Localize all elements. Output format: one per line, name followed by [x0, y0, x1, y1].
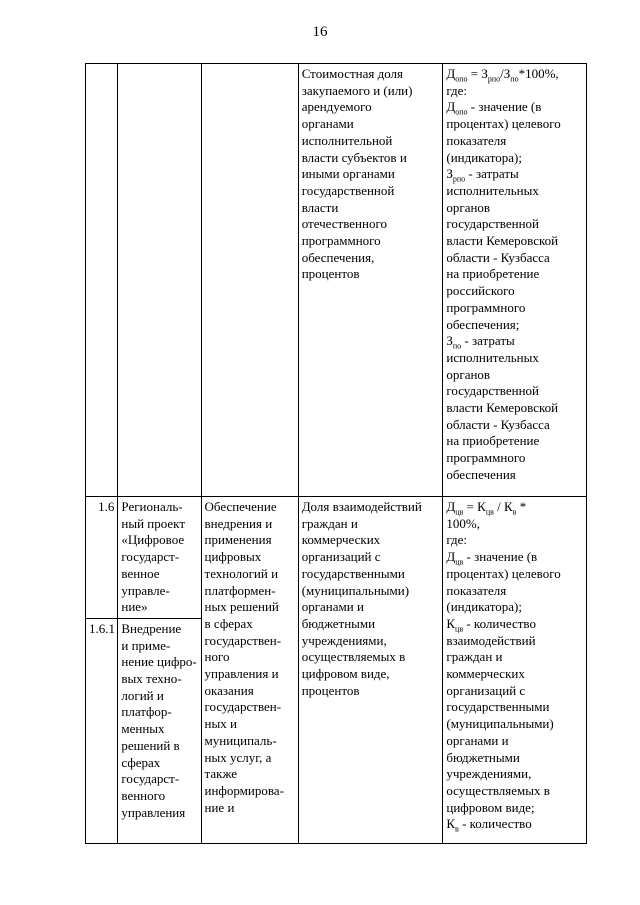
indicators-table: [85, 63, 587, 844]
cell-number: 1.6.1: [86, 618, 118, 843]
page-number: 16: [312, 24, 328, 40]
formula-def: $З_{по}$ - затраты исполнительных органов государственной власти Кемеровской области - Кузбасса на приобретение программного обеспечения: [446, 333, 559, 482]
cell-project-name: Внедрение и приме- нение цифро- вых техно- логий и платфор- менных решений в сферах государст- венного управления: [118, 618, 201, 843]
cell-task: [201, 64, 298, 497]
formula-def: $Д_{опо}$ - значение (в процентах) целевого показателя (индикатора);: [446, 99, 561, 165]
cell-indicator: Доля взаимодействий граждан и коммерческих организаций с государственными (муниципальными) органами и бюджетными учреждениями, осуществляемых в цифровом виде, процентов: [298, 497, 443, 844]
cell-task: Обеспечение внедрения и применения цифровых технологий и платформен- ных решений в сферах государствен- ного управления и оказания государствен- ных и муниципаль- ных услуг, а также информирова- ние и: [201, 497, 298, 844]
formula-def: $З_{рпо}$ - затраты исполнительных органов государственной власти Кемеровской области - Кузбасса на приобретение российского программного обеспечения;: [446, 166, 559, 332]
cell-number: 1.6: [86, 497, 118, 619]
formula-def: $Д_{цв}$ - значение (в процентах) целевого показателя (индикатора);: [446, 549, 561, 615]
formula-line: $Д_{опо} = З_{рпо}/З_{по}*100\%$,: [446, 66, 559, 84]
cell-project-name: Региональ- ный проект «Цифровое государст- венное управле- ние»: [118, 497, 201, 619]
formula-line: $Д_{цв} = К_{цв} / К_в$ * 100%,: [446, 499, 527, 531]
cell-formula: [443, 497, 587, 844]
cell-number: [86, 64, 118, 497]
formula-def: $К_в$ - количество: [446, 816, 532, 834]
formula-where: где:: [446, 532, 468, 548]
cell-indicator: Стоимостная доля закупаемого и (или) арендуемого органами исполнительной власти субъектов и иными органами государственной власти отечественного программного обеспечения, процентов: [298, 64, 443, 497]
cell-formula: [443, 64, 587, 497]
cell-project-name: [118, 64, 201, 497]
table-row: [86, 497, 587, 619]
table-row: [86, 64, 587, 497]
formula-def: $К_{цв}$ - количество взаимодействий граждан и коммерческих организаций с государственными (муниципальными) органами и бюджетными учреждениями, осуществляемых в цифровом виде;: [446, 615, 554, 815]
formula-where: где:: [446, 82, 468, 98]
